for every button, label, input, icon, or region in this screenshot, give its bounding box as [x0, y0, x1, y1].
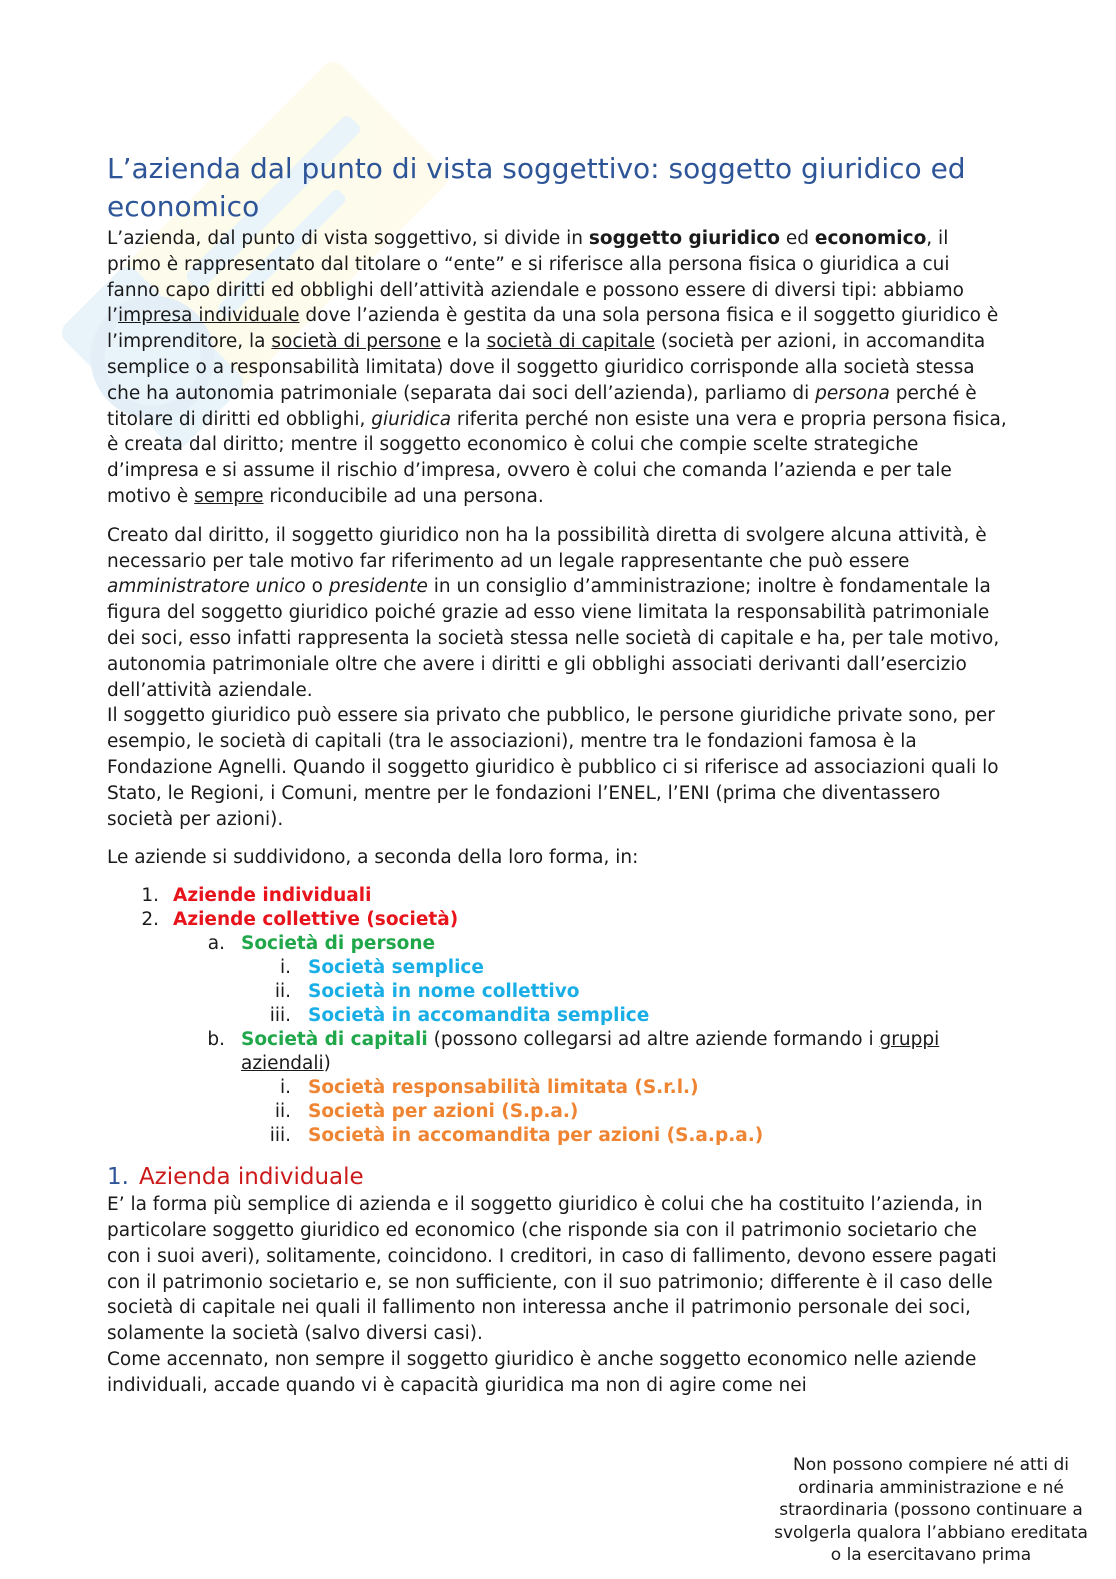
list-item: ii. Società in nome collettivo [274, 981, 580, 1003]
list-item: 1. Aziende individuali [141, 885, 372, 907]
paragraph-intro: L’azienda, dal punto di vista soggettivo, si divide in soggetto giuridico ed economico, il primo è rappresentato dal titolare o “ente” e si riferisce alla persona fisica o giuridica a cui fanno capo diritti ed obblighi dell’attività aziendale e possono essere di diversi tipi: abbiamo l’impresa individuale dove l’azienda è gestita da una sola persona fisica e il soggetto giuridico è l’imprenditore, la società di persone e la società di capitale (società per azioni, in accomandita semplice o a responsabilità limitata) dove il soggetto giuridico corrisponde alla società stessa che ha autonomia patrimoniale (separata dai soci dell’azienda), parliamo di persona perché è titolare di diritti ed obblighi, giuridica riferita perché non esiste una vera e propria persona fisica, è creata dal diritto; mentre il soggetto economico è colui che compie scelte strategiche d’impresa e si assume il rischio d’impresa, ovvero è colui che comanda l’azienda e per tale motivo è sempre riconducibile ad una persona. [107, 228, 1007, 507]
list-item: i. Società semplice [279, 957, 484, 979]
list-item: i. Società responsabilità limitata (S.r.l.) [279, 1077, 699, 1099]
document-body [107, 150, 1007, 1399]
list-item: a. Società di persone [207, 933, 436, 955]
page-title: L’azienda dal punto di vista soggettivo: soggetto giuridico ed economico [107, 152, 966, 223]
paragraph-list-intro: Le aziende si suddividono, a seconda della loro forma, in: [107, 847, 639, 869]
paragraph-capacita: Come accennato, non sempre il soggetto giuridico è anche soggetto economico nelle aziende individuali, accade quando vi è capacità giuridica ma non di agire come nei [107, 1348, 977, 1396]
list-item: b. Società di capitali (possono collegarsi ad altre aziende formando i gruppi aziendali) [207, 1029, 940, 1075]
paragraph-azienda-individuale: E’ la forma più semplice di azienda e il soggetto giuridico è colui che ha costituito l’azienda, in particolare soggetto giuridico ed economico (che risponde sia con il patrimonio societario che con i suoi averi), solitamente, coincidono. I creditori, in caso di fallimento, devono essere pagati con il patrimonio societario e, se non sufficiente, con il suo patrimonio; differente è il caso delle società di capitale nei quali il fallimento non interessa anche il patrimonio personale dei soci, solamente la società (salvo diversi casi). [107, 1194, 997, 1345]
list-item: iii. Società in accomandita semplice [269, 1005, 650, 1027]
paragraph-public-private: Il soggetto giuridico può essere sia privato che pubblico, le persone giuridiche private sono, per esempio, le società di capitali (tra le associazioni), mentre tra le fondazioni famosa è la Fondazione Agnelli. Quando il soggetto giuridico è pubblico ci si riferisce ad associazioni quali lo Stato, le Regioni, i Comuni, mentre per le fondazioni l’ENEL, l’ENI (prima che diventassero società per azioni). [107, 705, 999, 830]
margin-comment: Non possono compiere né atti di ordinaria amministrazione e né straordinaria (possono continuare a svolgerla qualora l’abbiano ereditata o la esercitavano prima [774, 1455, 1088, 1565]
paragraph-legal-representative: Creato dal diritto, il soggetto giuridico non ha la possibilità diretta di svolgere alcuna attività, è necessario per tale motivo far riferimento ad un legale rappresentante che può essere amministratore unico o presidente in un consiglio d’amministrazione; inoltre è fondamentale la figura del soggetto giuridico poiché grazie ad esso viene limitata la responsabilità patrimoniale dei soci, esso infatti rappresenta la società stessa nelle società di capitale e ha, per tale motivo, autonomia patrimoniale oltre che avere i diritti e gli obblighi associati derivanti dall’esercizio dell’attività aziendale. [107, 524, 1000, 701]
company-types-list [107, 884, 1007, 1148]
list-item: ii. Società per azioni (S.p.a.) [274, 1101, 579, 1123]
list-item: 2. Aziende collettive (società) [141, 909, 459, 931]
section-heading-azienda-individuale: 1. Azienda individuale [107, 1164, 364, 1191]
list-item: iii. Società in accomandita per azioni (S.a.p.a.) [269, 1125, 764, 1147]
